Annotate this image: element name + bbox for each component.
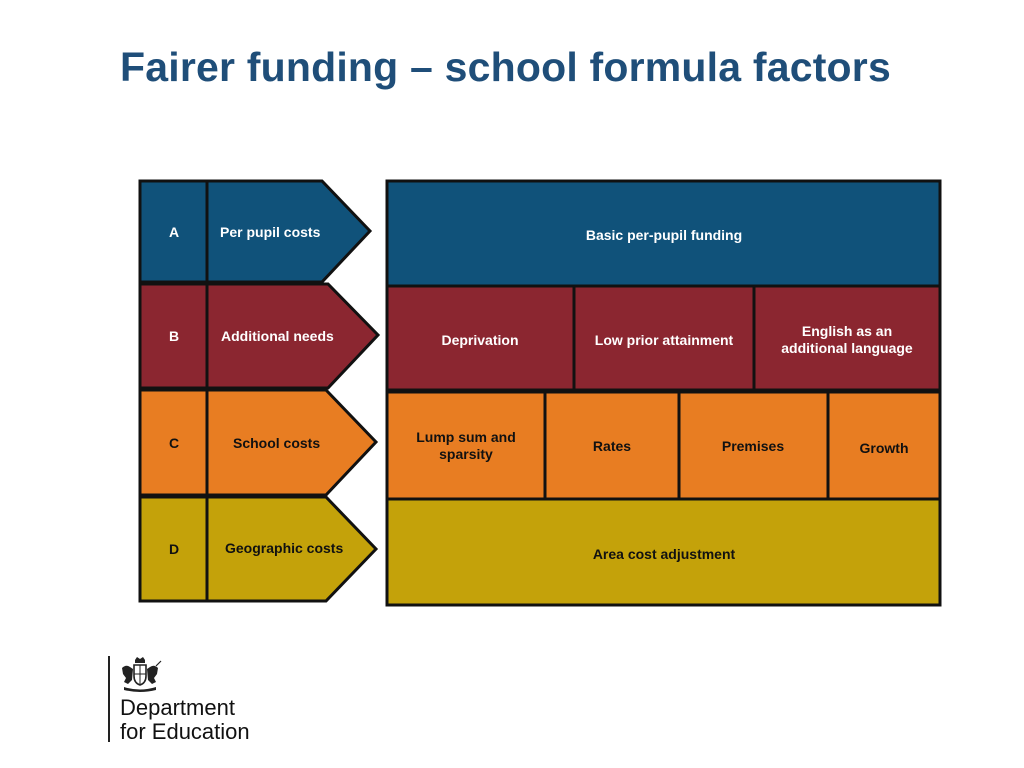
eal-text-line-2: additional language: [781, 340, 913, 356]
cell-rates-label: Rates: [592, 438, 632, 454]
logo-divider: [108, 656, 110, 742]
row-a-label: Per pupil costs: [220, 224, 321, 240]
lump-text-line-1: Lump sum and: [416, 429, 516, 445]
row-c-letter: C: [168, 435, 180, 451]
logo-text-line-1: Department: [120, 695, 235, 720]
cell-low-prior-attainment-label: Low prior attainment: [594, 332, 734, 348]
cell-area-cost-adjustment-label: Area cost adjustment: [592, 546, 736, 562]
cell-deprivation-label: Deprivation: [441, 332, 519, 348]
department-logo: [108, 656, 308, 746]
row-b-letter: B: [168, 328, 180, 344]
eal-text-line-1: English as an: [801, 323, 893, 339]
row-a-letter: A: [168, 224, 180, 240]
row-d-label: Geographic costs: [225, 540, 344, 556]
row-c-label: School costs: [233, 435, 321, 451]
page-title: Fairer funding – school formula factors: [120, 44, 891, 90]
royal-crest-icon: [118, 656, 162, 694]
cell-growth-label: Growth: [859, 440, 909, 456]
lump-text-line-2: sparsity: [439, 446, 493, 462]
logo-text-line-2: for Education: [120, 719, 250, 744]
row-b-label: Additional needs: [221, 328, 334, 344]
row-d-letter: D: [168, 541, 180, 557]
cell-premises-label: Premises: [721, 438, 785, 454]
cell-basic-per-pupil-funding-label: Basic per-pupil funding: [585, 227, 743, 243]
